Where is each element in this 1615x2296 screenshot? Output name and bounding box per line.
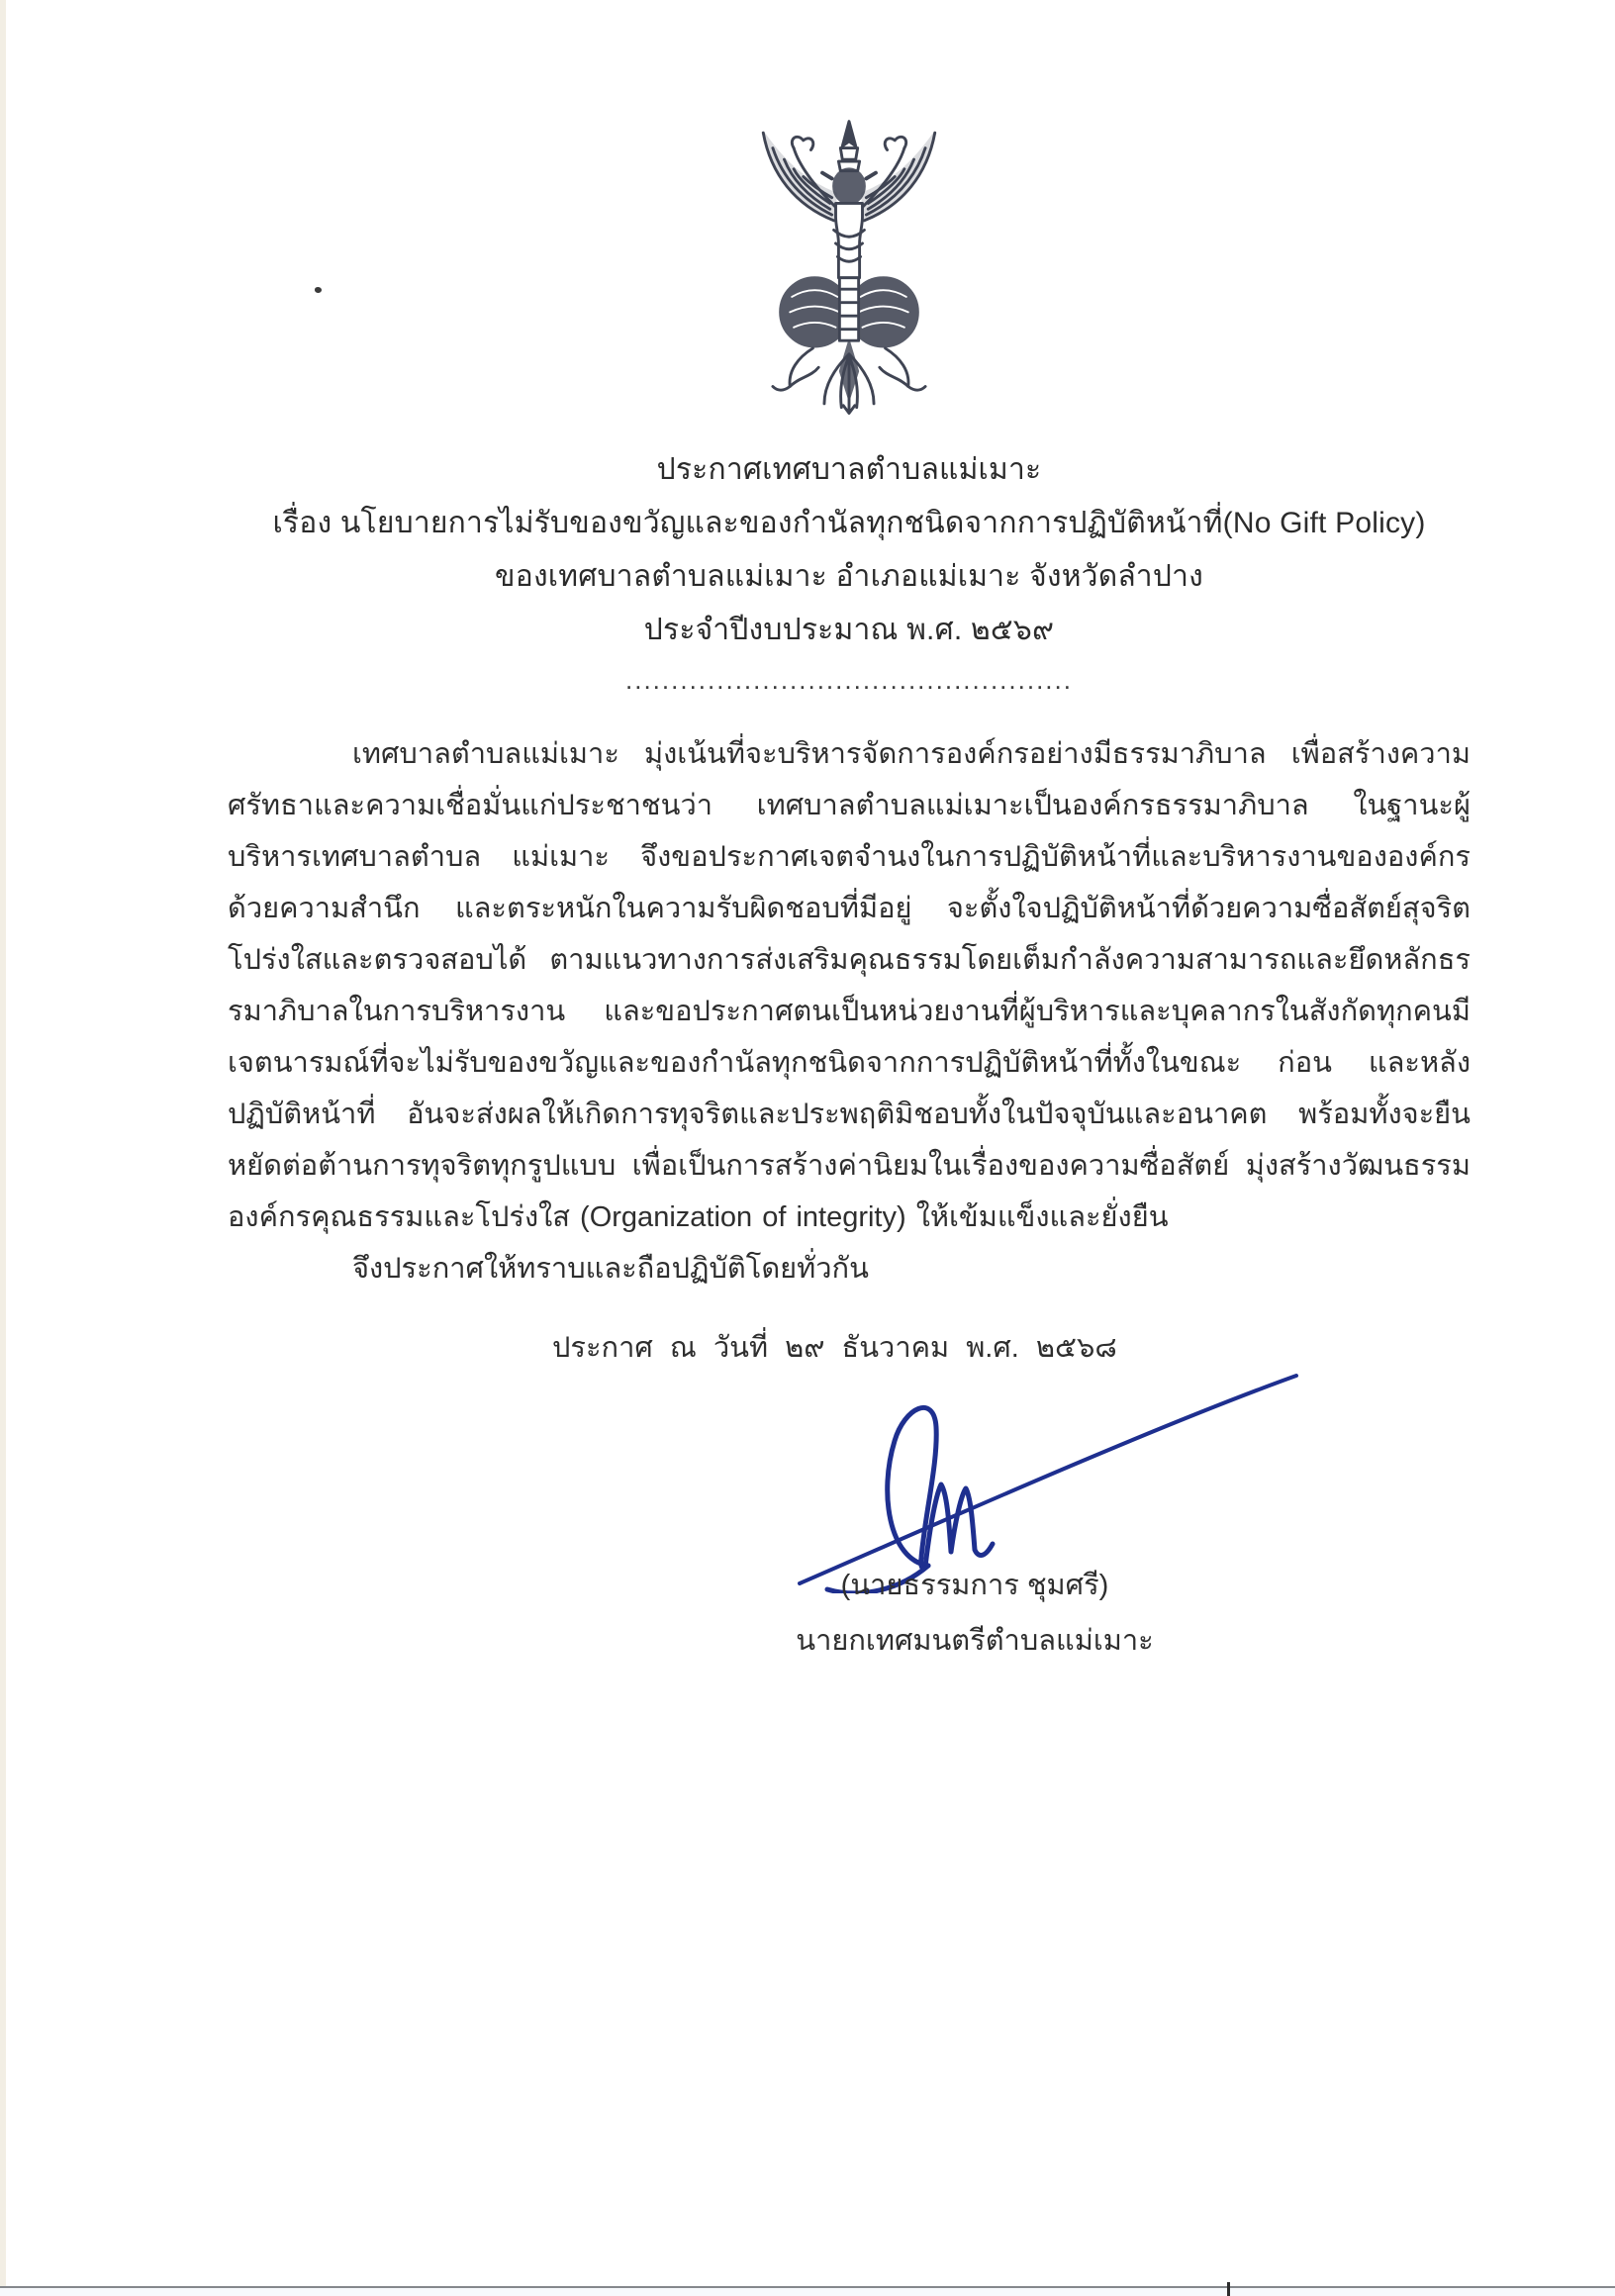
announcement-date: ประกาศ ณ วันที่ ๒๙ ธันวาคม พ.ศ. ๒๕๖๘ [552, 1332, 1117, 1364]
announcement-header [228, 443, 1471, 695]
scan-edge-left [0, 0, 6, 2296]
scan-artifact-dot [315, 287, 322, 293]
signer-block [727, 1558, 1222, 1669]
signer-name: (นายธรรมการ ชุมศรี) [840, 1570, 1109, 1601]
signer-title: นายกเทศมนตรีตำบลแม่เมาะ [796, 1625, 1154, 1657]
body-paragraph: เทศบาลตำบลแม่เมาะ มุ่งเน้นที่จะบริหารจัดการองค์กรอย่างมีธรรมาภิบาล เพื่อสร้างความศรัทธาและความเชื่อมั่นแก่ประชาชนว่า เทศบาลตำบลแม่เมาะเป็นองค์กรธรรมาภิบาล ในฐานะผู้บริหารเทศบาลตำบล แม่เมาะ จึงขอประกาศเจตจำนงในการปฏิบัติหน้าที่และบริหารงานขององค์กรด้วยความสำนึก และตระหนักในความรับผิดชอบที่มีอยู่ จะตั้งใจปฏิบัติหน้าที่ด้วยความซื่อสัตย์สุจริตโปร่งใสและตรวจสอบได้ ตามแนวทางการส่งเสริมคุณธรรมโดยเต็มกำลังความสามารถและยึดหลักธรรมาภิบาลในการบริหารงาน และขอประกาศตนเป็นหน่วยงานที่ผู้บริหารและบุคลากรในสังกัดทุกคนมีเจตนารมณ์ที่จะไม่รับของขวัญและของกำนัลทุกชนิดจากการปฏิบัติหน้าที่ทั้งในขณะ ก่อน และหลังปฏิบัติหน้าที่ อันจะส่งผลให้เกิดการทุจริตและประพฤติมิชอบทั้งในปัจจุบันและอนาคต พร้อมทั้งจะยืนหยัดต่อต้านการทุจริตทุกรูปแบบ เพื่อเป็นการสร้างค่านิยมในเรื่องของความซื่อสัตย์ มุ่งสร้างวัฒนธรรมองค์กรคุณธรรมและโปร่งใส (Organization of integrity) ให้เข้มแข็งและยั่งยืน [228, 738, 1471, 1233]
scan-edge-tick [1227, 2282, 1230, 2296]
subject-line: เรื่อง นโยบายการไม่รับของขวัญและของกำนัลทุกชนิดจากการปฏิบัติหน้าที่(No Gift Policy) [272, 507, 1426, 539]
issuer-line: ของเทศบาลตำบลแม่เมาะ อำเภอแม่เมาะ จังหวัดลำปาง [495, 560, 1203, 593]
scan-edge-area [0, 2288, 1615, 2296]
dotted-divider: ................................................. [625, 665, 1073, 695]
announcement-title: ประกาศเทศบาลตำบลแม่เมาะ [656, 453, 1042, 486]
closing-statement: จึงประกาศให้ทราบและถือปฏิบัติโดยทั่วกัน [352, 1253, 869, 1285]
fiscal-year-line: ประจำปีงบประมาณ พ.ศ. ๒๕๖๙ [643, 614, 1055, 646]
garuda-emblem-icon [744, 111, 954, 426]
